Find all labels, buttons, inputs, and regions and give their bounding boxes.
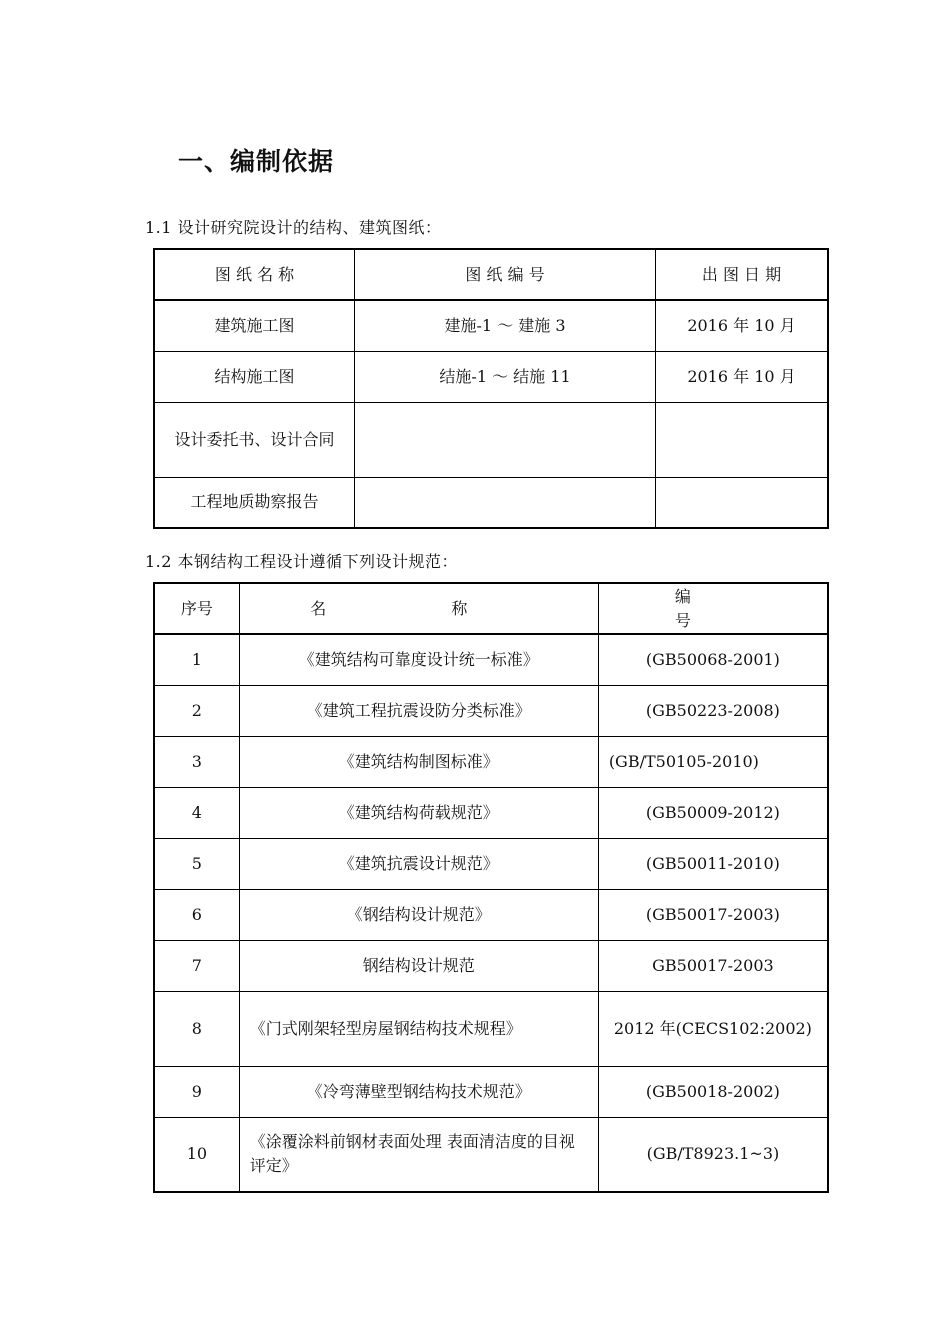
standard-name: 《钢结构设计规范》 [239, 889, 598, 940]
table-row [154, 1066, 828, 1117]
standard-code: (GB50223-2008) [598, 685, 828, 736]
standard-name: 《建筑工程抗震设防分类标准》 [239, 685, 598, 736]
standard-index: 3 [154, 736, 239, 787]
issue-date [655, 402, 828, 477]
standard-name: 《门式刚架轻型房屋钢结构技术规程》 [239, 991, 598, 1066]
standard-code: (GB50017-2003) [598, 889, 828, 940]
table-row [154, 300, 828, 351]
table-row [154, 838, 828, 889]
header-name: 名 称 [239, 583, 598, 634]
standards-table [153, 582, 829, 1193]
drawing-number: 建施-1 ～ 建施 3 [355, 300, 656, 351]
section-heading: 一、编制依据 [178, 147, 335, 176]
table-row [154, 477, 828, 528]
header-issue-date: 出 图 日 期 [655, 249, 828, 300]
header-code: 编 号 [598, 583, 828, 634]
standard-code: (GB50018-2002) [598, 1066, 828, 1117]
standard-index: 6 [154, 889, 239, 940]
drawing-name: 工程地质勘察报告 [154, 477, 355, 528]
standard-code: (GB50011-2010) [598, 838, 828, 889]
drawing-name: 建筑施工图 [154, 300, 355, 351]
drawings-table [153, 248, 829, 529]
issue-date: 2016 年 10 月 [655, 300, 828, 351]
table-row [154, 351, 828, 402]
table-row [154, 736, 828, 787]
standard-code: (GB50009-2012) [598, 787, 828, 838]
drawings-subtitle: 1.1 设计研究院设计的结构、建筑图纸： [145, 218, 442, 237]
table-row [154, 1117, 828, 1192]
standard-code: 2012 年(CECS102:2002) [598, 991, 828, 1066]
table-row [154, 991, 828, 1066]
table-header-row [154, 249, 828, 300]
table-row [154, 940, 828, 991]
standard-index: 7 [154, 940, 239, 991]
table-row [154, 402, 828, 477]
standard-index: 10 [154, 1117, 239, 1192]
standard-code: (GB/T50105-2010) [598, 736, 828, 787]
table-row [154, 685, 828, 736]
table-row [154, 787, 828, 838]
issue-date: 2016 年 10 月 [655, 351, 828, 402]
standards-subtitle: 1.2 本钢结构工程设计遵循下列设计规范： [145, 552, 459, 571]
table-header-row [154, 583, 828, 634]
standard-name: 《冷弯薄壁型钢结构技术规范》 [239, 1066, 598, 1117]
table-row [154, 634, 828, 685]
standard-index: 4 [154, 787, 239, 838]
standard-name: 《建筑结构制图标准》 [239, 736, 598, 787]
header-drawing-name: 图 纸 名 称 [154, 249, 355, 300]
standard-name: 《建筑抗震设计规范》 [239, 838, 598, 889]
standard-name: 钢结构设计规范 [239, 940, 598, 991]
header-drawing-number: 图 纸 编 号 [355, 249, 656, 300]
standard-index: 2 [154, 685, 239, 736]
drawing-name: 结构施工图 [154, 351, 355, 402]
drawing-number [355, 477, 656, 528]
standard-name: 《涂覆涂料前钢材表面处理 表面清洁度的目视评定》 [239, 1117, 598, 1192]
standard-index: 9 [154, 1066, 239, 1117]
standard-index: 5 [154, 838, 239, 889]
drawing-name: 设计委托书、设计合同 [154, 402, 355, 477]
drawing-number [355, 402, 656, 477]
standard-name: 《建筑结构可靠度设计统一标准》 [239, 634, 598, 685]
table-row [154, 889, 828, 940]
standard-name: 《建筑结构荷载规范》 [239, 787, 598, 838]
standard-code: GB50017-2003 [598, 940, 828, 991]
standard-index: 8 [154, 991, 239, 1066]
drawing-number: 结施-1 ～ 结施 11 [355, 351, 656, 402]
standard-index: 1 [154, 634, 239, 685]
standard-code: (GB50068-2001) [598, 634, 828, 685]
header-index: 序号 [154, 583, 239, 634]
standard-code: (GB/T8923.1~3) [598, 1117, 828, 1192]
issue-date [655, 477, 828, 528]
